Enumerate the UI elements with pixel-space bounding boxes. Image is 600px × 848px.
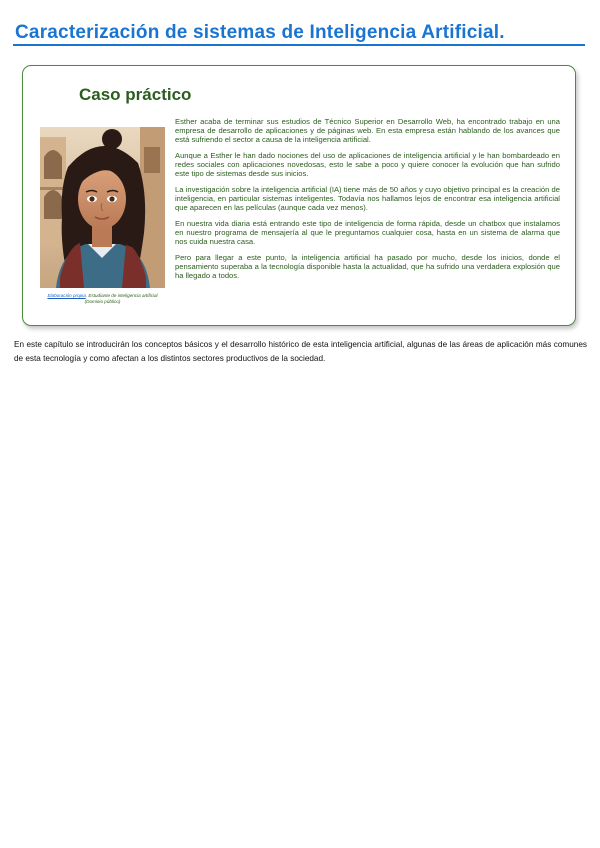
page-title: Caracterización de sistemas de Inteligencia Artificial. (15, 22, 505, 43)
case-study-text (175, 117, 560, 287)
case-paragraph-5: Pero para llegar a este punto, la inteligencia artificial ha pasado por mucho, desde los inicios, donde el pensamiento superaba a la tecnología disponible hasta la actualidad, que ha sufrido una verdadera explosión que ha llegado a todos. (175, 253, 560, 281)
title-divider (13, 44, 585, 46)
case-paragraph-3: La investigación sobre la inteligencia artificial (IA) tiene más de 50 años y cuyo objetivo principal es la creación de inteligencia, en particular sistemas inteligentes. Todavía nos hallamos lejos de encontrar esa inteligencia artificial que aparecen en las películas (aunque cada vez menos). (175, 185, 560, 213)
chapter-intro-paragraph: En este capítulo se introducirán los conceptos básicos y el desarrollo histórico de esta inteligencia artificial, algunas de las áreas de aplicación más comunes de esta tecnología y como afectan a los distintos sectores productivos de la sociedad. (14, 340, 587, 363)
case-paragraph-1: Esther acaba de terminar sus estudios de Técnico Superior en Desarrollo Web, ha encontrado trabajo en una empresa de desarrollo de aplicaciones y de páginas web. En esta empresa están hablando de los avances que está sufriendo el sector a causa de la inteligencia artificial. (175, 117, 560, 145)
caption-text: . Estudiante de inteligencia artificial (Dominio público) (84, 293, 158, 304)
case-paragraph-4: En nuestra vida diaria está entrando este tipo de inteligencia de forma rápida, desde un chatbox que instalamos en nuestro programa de mensajería al que le preguntamos cualquier cosa, hasta en un sistema de alarma que nos cuida nuestra casa. (175, 219, 560, 247)
image-caption (40, 293, 165, 305)
caption-author-link[interactable]: Elaboración propia (47, 293, 86, 298)
case-study-heading: Caso práctico (79, 85, 192, 104)
student-illustration (40, 127, 165, 288)
case-study-box (22, 65, 576, 326)
case-paragraph-2: Aunque a Esther le han dado nociones del uso de aplicaciones de inteligencia artificial y le han bombardeado en redes sociales con aplicaciones novedosas, esto le sabe a poco y quiere conocer la evolución que han sufrido este tipo de sistemas desde sus inicios. (175, 151, 560, 179)
